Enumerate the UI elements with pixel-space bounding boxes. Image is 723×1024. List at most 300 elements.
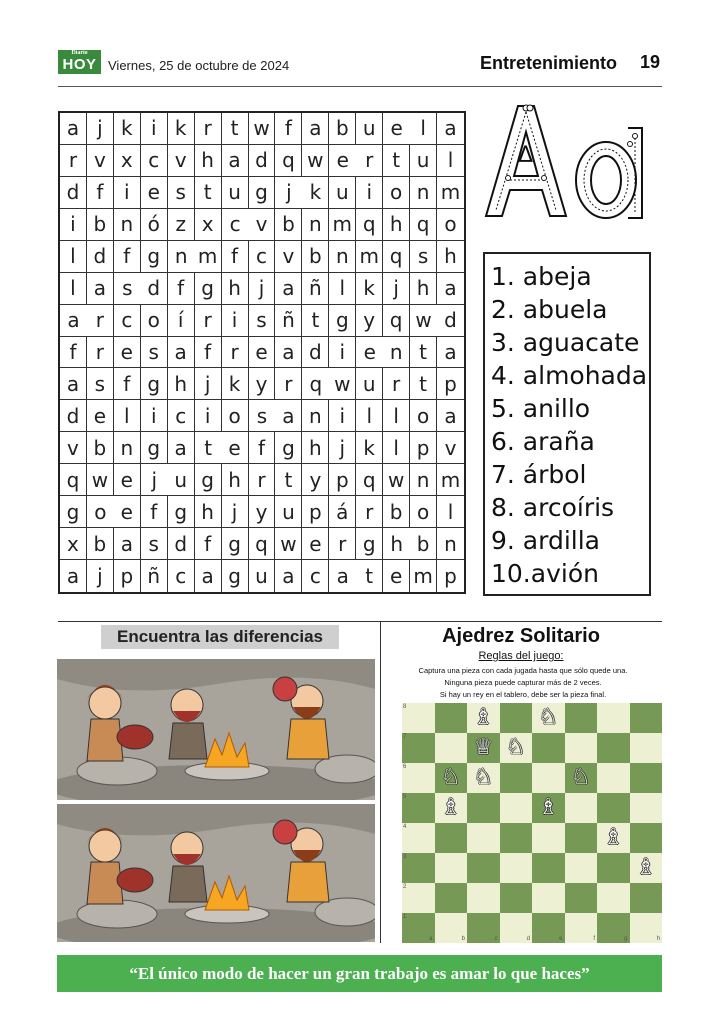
word-search-cell: q <box>383 305 410 337</box>
word-search-cell: l <box>410 113 437 145</box>
chess-square-d8 <box>500 703 533 733</box>
word-search-cell: i <box>141 400 168 432</box>
chess-square-f3 <box>565 853 598 883</box>
word-search-cell: l <box>356 400 383 432</box>
chess-square-h6 <box>630 763 663 793</box>
chess-square-b1 <box>435 913 468 943</box>
word-search-cell: j <box>87 560 114 592</box>
chess-square-g4 <box>597 823 630 853</box>
chess-square-a8 <box>402 703 435 733</box>
cavemen-scene-top <box>57 659 375 800</box>
word-search-cell: s <box>249 305 276 337</box>
word-search-cell: j <box>249 273 276 305</box>
rank-label: 2 <box>403 884 407 890</box>
file-label: c <box>494 936 498 942</box>
word-search-cell: w <box>249 113 276 145</box>
word-search-cell: r <box>249 464 276 496</box>
chess-square-h7 <box>630 733 663 763</box>
chess-knight-icon: ♘ <box>570 765 591 790</box>
chess-square-d7 <box>500 733 533 763</box>
word-list-item: 5. anillo <box>491 394 591 423</box>
word-search-cell: k <box>302 177 329 209</box>
word-search-cell: a <box>168 432 195 464</box>
word-search-cell: a <box>60 560 87 592</box>
chess-square-e7 <box>532 733 565 763</box>
header-divider <box>58 86 662 87</box>
word-search-cell: g <box>141 432 168 464</box>
word-list-item: 6. araña <box>491 427 595 456</box>
chess-square-c3 <box>467 853 500 883</box>
word-search-cell: a <box>275 400 302 432</box>
issue-date: Viernes, 25 de octubre de 2024 <box>108 58 290 73</box>
chess-square-g6 <box>597 763 630 793</box>
word-search-cell: v <box>275 241 302 273</box>
word-search-cell: r <box>356 145 383 177</box>
word-search-cell: s <box>114 273 141 305</box>
word-search-cell: o <box>141 305 168 337</box>
word-search-cell: g <box>249 177 276 209</box>
word-search-cell: v <box>249 209 276 241</box>
word-search-cell: o <box>410 496 437 528</box>
word-search-cell: k <box>356 432 383 464</box>
word-search-cell: í <box>168 305 195 337</box>
word-search-cell: x <box>114 145 141 177</box>
chess-square-c2 <box>467 883 500 913</box>
word-search-cell: k <box>222 368 249 400</box>
word-search-cell: h <box>383 528 410 560</box>
word-list-item: 8. arcoíris <box>491 493 615 522</box>
word-search-cell: t <box>275 464 302 496</box>
word-search-cell: h <box>195 496 222 528</box>
chess-square-f6 <box>565 763 598 793</box>
word-search-cell: e <box>249 337 276 369</box>
word-search-cell: k <box>356 273 383 305</box>
chess-square-e2 <box>532 883 565 913</box>
word-search-cell: n <box>168 241 195 273</box>
chess-knight-icon: ♘ <box>440 765 461 790</box>
word-search-cell: a <box>60 113 87 145</box>
word-search-cell: w <box>329 368 356 400</box>
chess-square-b2 <box>435 883 468 913</box>
word-search-cell: m <box>437 177 464 209</box>
word-search-cell: i <box>222 305 249 337</box>
chess-bishop-icon: ♗ <box>473 705 494 730</box>
word-search-cell: v <box>168 145 195 177</box>
chess-square-d1 <box>500 913 533 943</box>
word-search-cell: o <box>222 400 249 432</box>
chess-title: Ajedrez Solitario <box>442 625 600 647</box>
file-label: e <box>559 936 563 942</box>
word-search-cell: e <box>141 177 168 209</box>
word-search-cell: j <box>87 113 114 145</box>
word-search-cell: j <box>383 273 410 305</box>
word-search-cell: s <box>168 177 195 209</box>
word-search-cell: a <box>87 273 114 305</box>
word-search-cell: t <box>195 432 222 464</box>
word-search-cell: h <box>222 273 249 305</box>
chess-rules-label: Reglas del juego: <box>478 650 564 662</box>
differences-title: Encuentra las diferencias <box>101 625 339 649</box>
chess-square-g2 <box>597 883 630 913</box>
word-search-cell: e <box>114 496 141 528</box>
word-search-cell: m <box>437 464 464 496</box>
word-search-cell: c <box>222 209 249 241</box>
word-list-item: 9. ardilla <box>491 526 600 555</box>
word-search-cell: p <box>437 368 464 400</box>
word-search-cell: n <box>329 241 356 273</box>
word-search-cell: e <box>302 528 329 560</box>
word-search-cell: a <box>437 273 464 305</box>
chess-square-f2 <box>565 883 598 913</box>
word-search-cell: r <box>60 145 87 177</box>
word-search-cell: u <box>222 177 249 209</box>
word-list-item: 3. aguacate <box>491 328 640 357</box>
word-search-cell: o <box>437 209 464 241</box>
chess-knight-icon: ♘ <box>505 735 526 760</box>
word-search-cell: r <box>87 337 114 369</box>
quote-banner: “El único modo de hacer un gran trabajo es amar lo que haces” <box>57 955 662 992</box>
word-search-cell: h <box>195 145 222 177</box>
word-search-cell: a <box>168 337 195 369</box>
word-search-cell: a <box>437 113 464 145</box>
word-search-cell: c <box>302 560 329 592</box>
chess-square-a1 <box>402 913 435 943</box>
word-search-cell: c <box>249 241 276 273</box>
chess-square-f1 <box>565 913 598 943</box>
word-search-cell: h <box>437 241 464 273</box>
word-search-cell: a <box>60 305 87 337</box>
chess-square-c8 <box>467 703 500 733</box>
word-search-cell: g <box>356 528 383 560</box>
word-search-cell: i <box>60 209 87 241</box>
cavemen-scene-bottom <box>57 804 375 942</box>
chess-square-e1 <box>532 913 565 943</box>
chess-square-e6 <box>532 763 565 793</box>
word-search-cell: r <box>87 305 114 337</box>
word-list-item: 4. almohada <box>491 361 648 390</box>
word-search-cell: j <box>275 177 302 209</box>
word-search-cell: i <box>141 113 168 145</box>
word-search-cell: e <box>329 145 356 177</box>
word-search-cell: j <box>141 464 168 496</box>
word-search-cell: y <box>249 496 276 528</box>
word-search-cell: w <box>410 305 437 337</box>
word-search-cell: u <box>329 177 356 209</box>
chess-square-f8 <box>565 703 598 733</box>
rank-label: 5 <box>403 794 407 800</box>
word-search-cell: q <box>383 241 410 273</box>
word-search-cell: f <box>87 177 114 209</box>
word-search-cell: d <box>87 241 114 273</box>
word-search-cell: e <box>356 337 383 369</box>
word-search-cell: g <box>222 560 249 592</box>
word-search-cell: n <box>437 528 464 560</box>
word-search-cell: s <box>87 368 114 400</box>
word-search-cell: b <box>87 432 114 464</box>
word-search-cell: b <box>275 209 302 241</box>
word-search-cell: q <box>249 528 276 560</box>
word-search-cell: b <box>302 241 329 273</box>
word-search-cell: w <box>383 464 410 496</box>
chess-square-b3 <box>435 853 468 883</box>
rank-label: 1 <box>403 914 407 920</box>
section-title: Entretenimiento <box>480 53 618 73</box>
chess-square-d5 <box>500 793 533 823</box>
word-search-cell: ñ <box>141 560 168 592</box>
word-search-cell: v <box>437 432 464 464</box>
word-search-cell: m <box>195 241 222 273</box>
word-search-cell: c <box>114 305 141 337</box>
chess-square-f4 <box>565 823 598 853</box>
word-search-cell: w <box>302 145 329 177</box>
chess-bishop-icon: ♗ <box>538 795 559 820</box>
word-search-cell: z <box>168 209 195 241</box>
word-search-cell: á <box>329 496 356 528</box>
word-search-cell: w <box>87 464 114 496</box>
word-search-cell: r <box>356 496 383 528</box>
word-list <box>483 252 651 596</box>
word-search-cell: o <box>383 177 410 209</box>
word-search-cell: g <box>275 432 302 464</box>
chess-square-e5 <box>532 793 565 823</box>
chess-square-h2 <box>630 883 663 913</box>
word-search-cell: d <box>60 400 87 432</box>
word-search-cell: g <box>195 464 222 496</box>
word-search-cell: a <box>275 560 302 592</box>
word-search-cell: u <box>410 145 437 177</box>
word-search-cell: m <box>356 241 383 273</box>
word-search-cell: r <box>383 368 410 400</box>
chess-square-a6 <box>402 763 435 793</box>
chess-knight-icon: ♘ <box>473 765 494 790</box>
word-search-cell: n <box>302 209 329 241</box>
chess-square-b6 <box>435 763 468 793</box>
word-search-cell: i <box>114 177 141 209</box>
chess-square-g5 <box>597 793 630 823</box>
word-search-cell: j <box>195 368 222 400</box>
word-search-cell: g <box>60 496 87 528</box>
word-search-cell: a <box>195 560 222 592</box>
word-search-cell: p <box>444 564 457 589</box>
chess-square-g1 <box>597 913 630 943</box>
chess-square-a5 <box>402 793 435 823</box>
word-search-cell: w <box>275 528 302 560</box>
chess-queen-icon: ♕ <box>473 735 494 760</box>
word-search-cell: v <box>60 432 87 464</box>
word-search-cell: u <box>249 560 276 592</box>
word-search-cell: d <box>249 145 276 177</box>
word-search-cell: k <box>168 113 195 145</box>
chess-square-g7 <box>597 733 630 763</box>
chess-square-c1 <box>467 913 500 943</box>
word-search-cell: p <box>114 560 141 592</box>
word-search-cell: g <box>222 528 249 560</box>
word-search-cell: l <box>60 273 87 305</box>
word-search-cell: x <box>195 209 222 241</box>
word-search-cell: f <box>249 432 276 464</box>
newspaper-logo <box>58 50 101 74</box>
word-list-item: 1. abeja <box>491 262 592 291</box>
chess-square-d2 <box>500 883 533 913</box>
chess-square-h8 <box>630 703 663 733</box>
word-search-cell: a <box>222 145 249 177</box>
chess-square-a3 <box>402 853 435 883</box>
word-search-cell: b <box>87 209 114 241</box>
word-search-cell: l <box>60 241 87 273</box>
word-search-cell: b <box>410 528 437 560</box>
word-search-cell: l <box>383 432 410 464</box>
word-search-cell: g <box>141 368 168 400</box>
rank-label: 3 <box>403 854 407 860</box>
word-search-cell: u <box>356 368 383 400</box>
word-search-cell: s <box>141 528 168 560</box>
word-search-cell: e <box>114 464 141 496</box>
word-search-cell: f <box>195 337 222 369</box>
word-search-cell: t <box>195 177 222 209</box>
logo-small-text: Diario <box>71 50 88 56</box>
chess-square-g3 <box>597 853 630 883</box>
word-search-cell: f <box>222 241 249 273</box>
word-search-cell: a <box>336 564 349 589</box>
word-search-cell: o <box>87 496 114 528</box>
word-search-cell: l <box>437 145 464 177</box>
word-search-cell: g <box>141 241 168 273</box>
word-search-cell: o <box>410 400 437 432</box>
word-search-cell: c <box>168 400 195 432</box>
chess-square-b8 <box>435 703 468 733</box>
word-search-cell: a <box>114 528 141 560</box>
chess-square-e8 <box>532 703 565 733</box>
chess-square-h4 <box>630 823 663 853</box>
word-search-cell: t <box>383 145 410 177</box>
word-search-cell: q <box>410 209 437 241</box>
chess-square-c6 <box>467 763 500 793</box>
word-search-cell: h <box>168 368 195 400</box>
chess-bishop-icon: ♗ <box>440 795 461 820</box>
word-search-cell: a <box>275 337 302 369</box>
chess-square-b5 <box>435 793 468 823</box>
word-search-cell: h <box>222 464 249 496</box>
word-search-cell: u <box>356 113 383 145</box>
file-label: f <box>593 936 595 942</box>
word-search-cell: a <box>437 337 464 369</box>
word-search-cell: t <box>410 368 437 400</box>
file-label: g <box>624 936 628 942</box>
word-search-cell: c <box>141 145 168 177</box>
word-search-cell: f <box>114 368 141 400</box>
word-search-cell: q <box>60 464 87 496</box>
word-search-cell: t <box>356 560 383 592</box>
word-search-cell: ó <box>141 209 168 241</box>
chess-square-b7 <box>435 733 468 763</box>
word-search-cell: p <box>329 464 356 496</box>
word-search-cell: a <box>437 400 464 432</box>
word-list-item: 10.avión <box>491 559 599 588</box>
chess-square-e3 <box>532 853 565 883</box>
word-search-cell: f <box>60 337 87 369</box>
logo-big-text: HOY <box>62 56 97 73</box>
word-search-cell: d <box>437 305 464 337</box>
word-search-cell: j <box>329 432 356 464</box>
word-search-cell: n <box>114 209 141 241</box>
chess-square-d3 <box>500 853 533 883</box>
word-search-cell: q <box>356 464 383 496</box>
word-search-cell: y <box>356 305 383 337</box>
word-search-cell: j <box>222 496 249 528</box>
word-search-cell: e <box>114 337 141 369</box>
word-search-cell: h <box>410 273 437 305</box>
word-search-cell: t <box>302 305 329 337</box>
word-search-cell: s <box>141 337 168 369</box>
chess-square-h3 <box>630 853 663 883</box>
word-search-cell: d <box>302 337 329 369</box>
word-search-cell: b <box>329 113 356 145</box>
word-search-cell: e <box>222 432 249 464</box>
chess-rule: Si hay un rey en el tablero, debe ser la pieza final. <box>439 690 607 699</box>
word-search-cell: p <box>410 432 437 464</box>
word-search-cell: q <box>356 209 383 241</box>
section-divider <box>58 621 662 622</box>
chess-square-d6 <box>500 763 533 793</box>
word-search-cell: f <box>195 528 222 560</box>
word-search-cell: ñ <box>302 273 329 305</box>
word-search-cell: f <box>168 273 195 305</box>
word-search-cell: n <box>410 464 437 496</box>
word-search-cell: r <box>275 368 302 400</box>
word-search-cell: s <box>249 400 276 432</box>
word-search-cell: f <box>141 496 168 528</box>
chess-square-c5 <box>467 793 500 823</box>
chess-bishop-icon: ♗ <box>603 825 624 850</box>
chess-square-a4 <box>402 823 435 853</box>
word-search-cell: d <box>168 528 195 560</box>
word-search-cell: g <box>168 496 195 528</box>
word-search-cell: t <box>410 337 437 369</box>
word-search-cell: e <box>383 113 410 145</box>
word-search-cell: i <box>329 400 356 432</box>
word-search-cell: a <box>302 113 329 145</box>
word-search-cell: n <box>383 337 410 369</box>
word-search-cell: p <box>302 496 329 528</box>
word-search-cell: r <box>195 113 222 145</box>
word-search-cell: t <box>222 113 249 145</box>
word-search-cell: g <box>195 273 222 305</box>
word-search-cell: m <box>410 560 437 592</box>
chess-square-g8 <box>597 703 630 733</box>
word-search-cell: r <box>329 528 356 560</box>
word-list-item: 2. abuela <box>491 295 608 324</box>
word-search-cell: h <box>302 432 329 464</box>
word-search-cell: f <box>114 241 141 273</box>
word-search-cell: u <box>168 464 195 496</box>
word-search-cell: y <box>302 464 329 496</box>
chess-square-c7 <box>467 733 500 763</box>
chess-square-h5 <box>630 793 663 823</box>
chess-square-h1 <box>630 913 663 943</box>
rank-label: 8 <box>403 704 407 710</box>
chess-knight-icon: ♘ <box>538 705 559 730</box>
word-search-cell: r <box>195 305 222 337</box>
chess-square-a7 <box>402 733 435 763</box>
word-search-cell: b <box>87 528 114 560</box>
file-label: h <box>656 936 660 942</box>
word-search-cell: k <box>114 113 141 145</box>
letter-a-tracing-card <box>478 98 653 223</box>
chess-square-f5 <box>565 793 598 823</box>
rank-label: 4 <box>403 824 407 830</box>
chess-rule: Ninguna pieza puede capturar más de 2 veces. <box>444 678 602 687</box>
page-number: 19 <box>640 52 661 72</box>
